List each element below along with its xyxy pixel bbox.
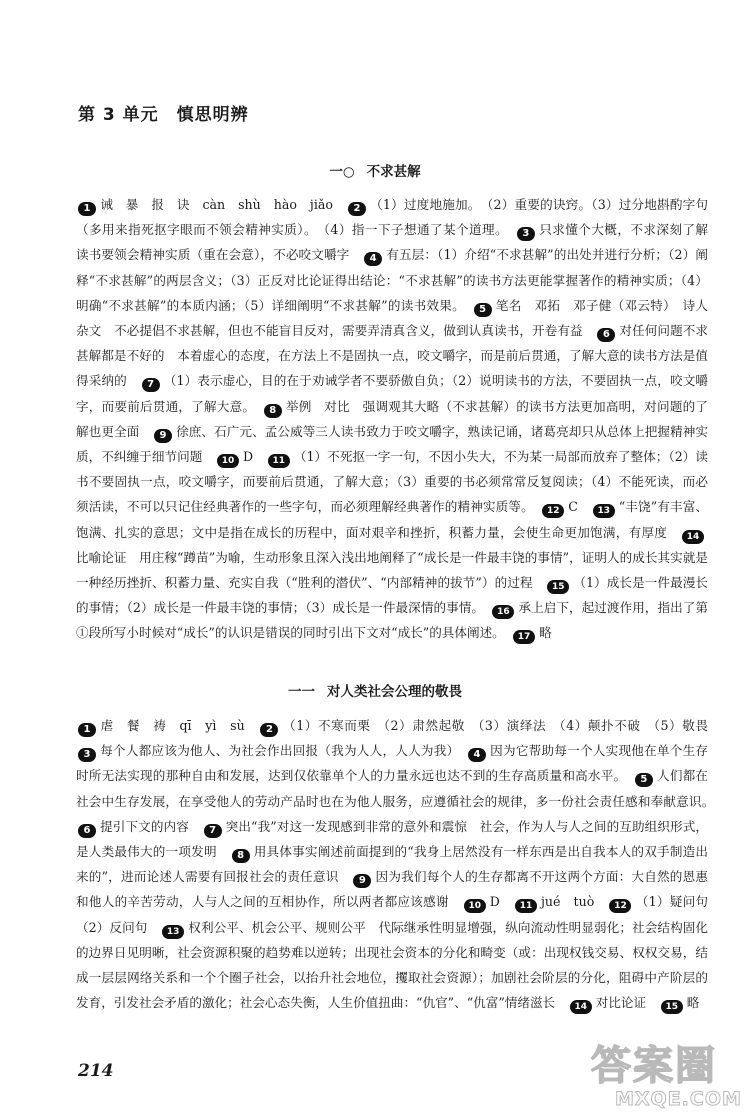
answer-text: jué tuò — [540, 894, 595, 910]
answer-text: 虐 餐 祷 qī yì sù — [100, 718, 245, 733]
answer-text: 只求懂个大概，不求深刻了解 读书要领会精神实质（重在会意），不必咬文嚼字 — [76, 222, 721, 263]
answer-text: 突出“我”对这一发现感到非常的意外和震惊 社会，作为人与人之间的互助组织形式，是人类最伟大的一项发明 — [76, 818, 708, 860]
section-2-answers — [76, 713, 721, 1015]
answer-text: C — [568, 499, 578, 515]
answer-number-badge: 2 — [260, 723, 278, 737]
answer-text: D — [243, 449, 254, 465]
answer-number-badge: 9 — [353, 874, 371, 888]
watermark-url: MXQE.COM — [615, 1088, 742, 1110]
answer-text: （1）不寒而栗 （2）肃然起敬 （3）演绎法 （4）颠扑不破 （5）敬畏 — [282, 718, 708, 733]
section-1-number: 一○ — [329, 164, 355, 180]
answer-text: 诫 暴 报 诀 càn shù hào jiǎo — [100, 197, 333, 212]
answer-text: D — [489, 894, 500, 910]
watermark-title: 答案圈 — [591, 1043, 717, 1089]
answer-number-badge: 8 — [264, 404, 282, 418]
answer-number-badge: 2 — [348, 202, 366, 216]
page-number: 214 — [78, 1061, 114, 1081]
answer-number-badge: 7 — [142, 378, 160, 392]
answer-text: 人们都在社会中生存发展，在享受他人的劳动产品时也在为他人服务，应遵循社会的规律，多一份社会责任感和奉献意识。 — [76, 768, 709, 809]
answer-number-badge: 6 — [597, 328, 615, 342]
answer-text: 对任何问题不求甚解都是不好的 本着虚心的态度，在方法上不是固执一点，咬文嚼字，而是前后贯通，了解大意的读书方法是值得采纳的 — [76, 323, 709, 389]
answer-number-badge: 14 — [682, 530, 704, 544]
answer-number-badge: 9 — [154, 429, 172, 443]
answer-number-badge: 13 — [162, 925, 184, 939]
answer-number-badge: 1 — [78, 202, 96, 216]
answer-number-badge: 15 — [661, 1000, 683, 1014]
section-2-name: 对人类社会公理的敬畏 — [327, 684, 462, 700]
answer-text: 用具体事实阐述前面提到的“我身上居然没有一样东西是出自我本人的双手制造出来的”，进而论述人需要有回报社会的责任意识 — [76, 844, 708, 885]
section-1-name: 不求甚解 — [366, 164, 421, 180]
answer-number-badge: 3 — [78, 748, 96, 762]
answer-text: 因为它帮助每一个人实现他在单个生存时所无法实现的那种自由和发展，达到仅依靠单个人的力量永远也达不到的生存高质量和高水平。 — [76, 743, 709, 784]
answer-number-badge: 1 — [78, 723, 96, 737]
answer-number-badge: 5 — [474, 303, 492, 317]
answer-text: 比喻论证 用庄稼“蹲苗”为喻，生动形象且深入浅出地阐释了“成长是一件最丰饶的事情”，证明人的成长其实就是一种经历挫折、积蓄力量、充实自我（“胜利的潜伏”、“内部精神的拔节”）的过程 — [76, 549, 708, 591]
answer-number-badge: 12 — [609, 899, 631, 913]
answer-text: 举例 对比 强调观其大略（不求甚解）的读书方法更加高明，对问题的了解也更全面 — [76, 398, 709, 439]
answer-number-badge: 12 — [542, 504, 564, 518]
answer-number-badge: 8 — [232, 849, 250, 863]
answer-text: 因为我们每个人的生存都离不开这两个方面：大自然的恩惠和他人的辛苦劳动，人与人之间的互相协作，所以两者都应该感谢 — [76, 869, 708, 910]
answer-number-badge: 11 — [268, 454, 290, 468]
answer-number-badge: 14 — [570, 1000, 592, 1014]
answer-number-badge: 5 — [635, 773, 653, 787]
watermark-logo — [585, 1030, 745, 1115]
section-2-number: 一一 — [288, 684, 315, 700]
answer-number-badge: 7 — [204, 824, 222, 838]
answer-number-badge: 6 — [78, 824, 96, 838]
answer-number-badge: 3 — [517, 227, 535, 241]
answer-text: （1）不死抠一字一句，不因小失大，不为某一局部而放弃了整体；（2）读书不要固执一点，咬文嚼字，而要前后贯通，了解大意；（3）重要的书必须常常反复阅读；（4）不能死读，而必须活读，不可以只记住经典著作的一些字句，而必须理解经典著作的精神实质等。 — [76, 449, 709, 515]
answer-text: 略 — [686, 995, 700, 1011]
answer-number-badge: 15 — [547, 580, 569, 594]
answer-number-badge: 16 — [492, 605, 514, 619]
answer-number-badge: 10 — [464, 899, 486, 913]
answer-text: 承上启下，起过渡作用，指出了第①段所写小时候对“成长”的认识是错误的同时引出下文对“成长”的具体阐述。 — [76, 600, 709, 641]
answer-text: 对比论证 — [595, 995, 647, 1011]
answer-text: 提引下文的内容 — [100, 818, 189, 834]
answer-text: 权利公平、机会公平、规则公平 代际继承性明显增强，纵向流动性明显弱化；社会结构固化的边界日见明晰，社会资源积聚的趋势难以逆转；出现社会资本的分化和畸变（或：出现权钱交易、权权交易，结成一层层网络关系和一个个圈子社会，以抬升社会地位，攫取社会资源）；加剧社会阶层的分化，阻碍中产阶层的发育，引发社会矛盾的激化；社会心态失衡，人生价值扭曲：“仇官”、“仇富”情绪滋长 — [76, 919, 709, 1011]
answer-text: 笔名 邓拓 邓子健（邓云特） 诗人 杂文 不必提倡不求甚解，但也不能盲目反对，需要弄清真含义，做到认真读书，开卷有益 — [76, 297, 721, 339]
answer-number-badge: 10 — [217, 454, 239, 468]
answer-text: （1）表示虚心，目的在于劝诫学者不要骄傲自负；（2）说明读书的方法，不要固执一点，咬文嚼字，而要前后贯通，了解大意。 — [76, 373, 709, 414]
answer-number-badge: 11 — [515, 899, 537, 913]
answer-number-badge: 13 — [593, 504, 615, 518]
answer-text: （1）过度地施加。 （2）重要的诀窍。（3）过分地斟酌字句（多用来指死抠字眼而不领会精神实质）。 （4）指一下子想通了某个道理。 — [76, 197, 708, 238]
answer-text: （1）成长是一件最漫长的事情；（2）成长是一件最丰饶的事情；（3）成长是一件最深情的事情。 — [76, 575, 709, 616]
section-2-title — [0, 680, 750, 700]
answer-number-badge: 4 — [468, 748, 486, 762]
answer-text: （1）疑问句 （2）反问句 — [76, 894, 721, 935]
section-1-title — [0, 160, 750, 180]
unit-title: 第 3 单元 慎思明辨 — [78, 105, 249, 125]
answer-text: “丰饶”有丰富、饱满、扎实的意思；文中是指在成长的历程中，面对艰辛和挫折，积蓄力量，会使生命更加饱满，有厚度 — [76, 499, 709, 540]
section-1-answers — [76, 192, 721, 646]
answer-number-badge: 4 — [364, 252, 382, 266]
answer-number-badge: 17 — [513, 630, 535, 644]
answer-text: 有五层：（1）介绍“不求甚解”的出处并进行分析；（2）阐释“不求甚解”的两层含义；（3）正反对比论证得出结论：“不求甚解”的读书方法更能掌握著作的精神实质；（4）明确“不求甚解”的本质内涵；（5）详细阐明“不求甚解”的读书效果。 — [76, 247, 708, 313]
answer-text: 每个人都应该为他人、为社会作出回报（我为人人，人人为我） — [100, 743, 454, 759]
answer-text: 略 — [539, 625, 552, 641]
answer-text: 徐庶、石广元、孟公威等三人读书致力于咬文嚼字，熟读记诵，诸葛亮却只从总体上把握精神实质，不纠缠于细节问题 — [76, 423, 709, 465]
